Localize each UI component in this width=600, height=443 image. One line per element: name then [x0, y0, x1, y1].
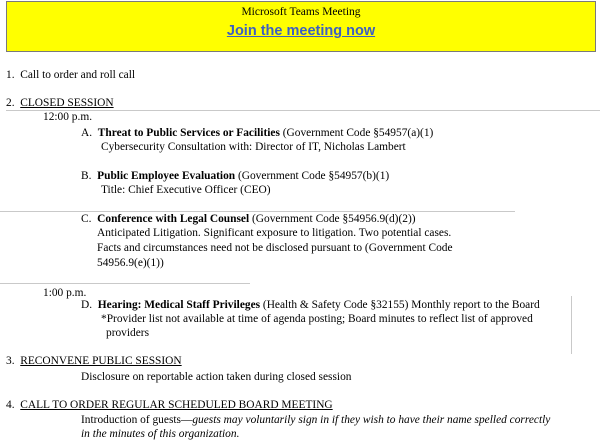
reconvene-detail: Disclosure on reportable action taken during closed session	[81, 371, 352, 383]
agenda-item-1	[6, 68, 135, 82]
subitem-title: Public Employee Evaluation	[97, 170, 236, 182]
subitem-code: (Health & Safety Code §32155) Monthly report to the Board	[260, 299, 540, 311]
teams-meeting-banner	[6, 1, 596, 52]
divider	[0, 283, 250, 284]
subitem-detail: Title: Chief Executive Officer (CEO)	[101, 184, 271, 196]
divider	[571, 296, 572, 354]
item-number: 3.	[6, 355, 15, 367]
item-number: 1.	[6, 69, 15, 81]
closed-subitem-b	[81, 169, 389, 183]
subitem-code: (Government Code §54957(b)(1)	[235, 170, 390, 182]
subitem-title: Threat to Public Services or Facilities	[97, 127, 280, 139]
join-meeting-link[interactable]: Join the meeting now	[226, 23, 376, 39]
subitem-detail: 54956.9(e)(1))	[97, 257, 164, 269]
closed-subitem-d	[81, 298, 540, 312]
subitem-detail: Facts and circumstances need not be disclosed pursuant to (Government Code	[97, 242, 453, 254]
divider	[6, 110, 600, 111]
subitem-title: Conference with Legal Counsel	[97, 213, 250, 225]
subitem-detail: Anticipated Litigation. Significant exposure to litigation. Two potential cases.	[97, 227, 452, 239]
subitem-letter: A.	[81, 127, 93, 139]
item-title: Call to order and roll call	[20, 69, 136, 81]
time-slot-2: 1:00 p.m.	[43, 287, 87, 299]
agenda-item-4	[6, 398, 333, 412]
agenda-item-3	[6, 354, 182, 368]
subitem-letter: B.	[81, 170, 92, 182]
item-title: RECONVENE PUBLIC SESSION	[20, 355, 182, 367]
subitem-detail: providers	[106, 327, 150, 339]
guest-intro-line-1	[81, 413, 550, 427]
item-title: CALL TO ORDER REGULAR SCHEDULED BOARD MEETING	[20, 399, 333, 411]
subitem-detail: Cybersecurity Consultation with: Director of IT, Nicholas Lambert	[101, 141, 406, 153]
closed-subitem-a	[81, 126, 433, 140]
closed-subitem-c	[81, 212, 416, 226]
subitem-letter: D.	[81, 299, 93, 311]
subitem-detail: *Provider list not available at time of agenda posting; Board minutes to reflect list of approved	[101, 313, 533, 325]
agenda-item-2	[6, 96, 114, 110]
item-number: 4.	[6, 399, 15, 411]
guest-intro-italic: guests may voluntarily sign in if they wish to have their name spelled correctly	[192, 414, 551, 426]
subitem-title: Hearing: Medical Staff Privileges	[97, 299, 261, 311]
item-number: 2.	[6, 97, 15, 109]
banner-title: Microsoft Teams Meeting	[241, 6, 361, 18]
time-slot-1: 12:00 p.m.	[43, 111, 93, 123]
item-title: CLOSED SESSION	[20, 97, 114, 109]
guest-intro-line-2: in the minutes of this organization.	[81, 428, 240, 440]
subitem-code: (Government Code §54956.9(d)(2))	[249, 213, 416, 225]
subitem-letter: C.	[81, 213, 92, 225]
subitem-code: (Government Code §54957(a)(1)	[279, 127, 434, 139]
guest-intro-label: Introduction of guests—	[81, 414, 193, 426]
